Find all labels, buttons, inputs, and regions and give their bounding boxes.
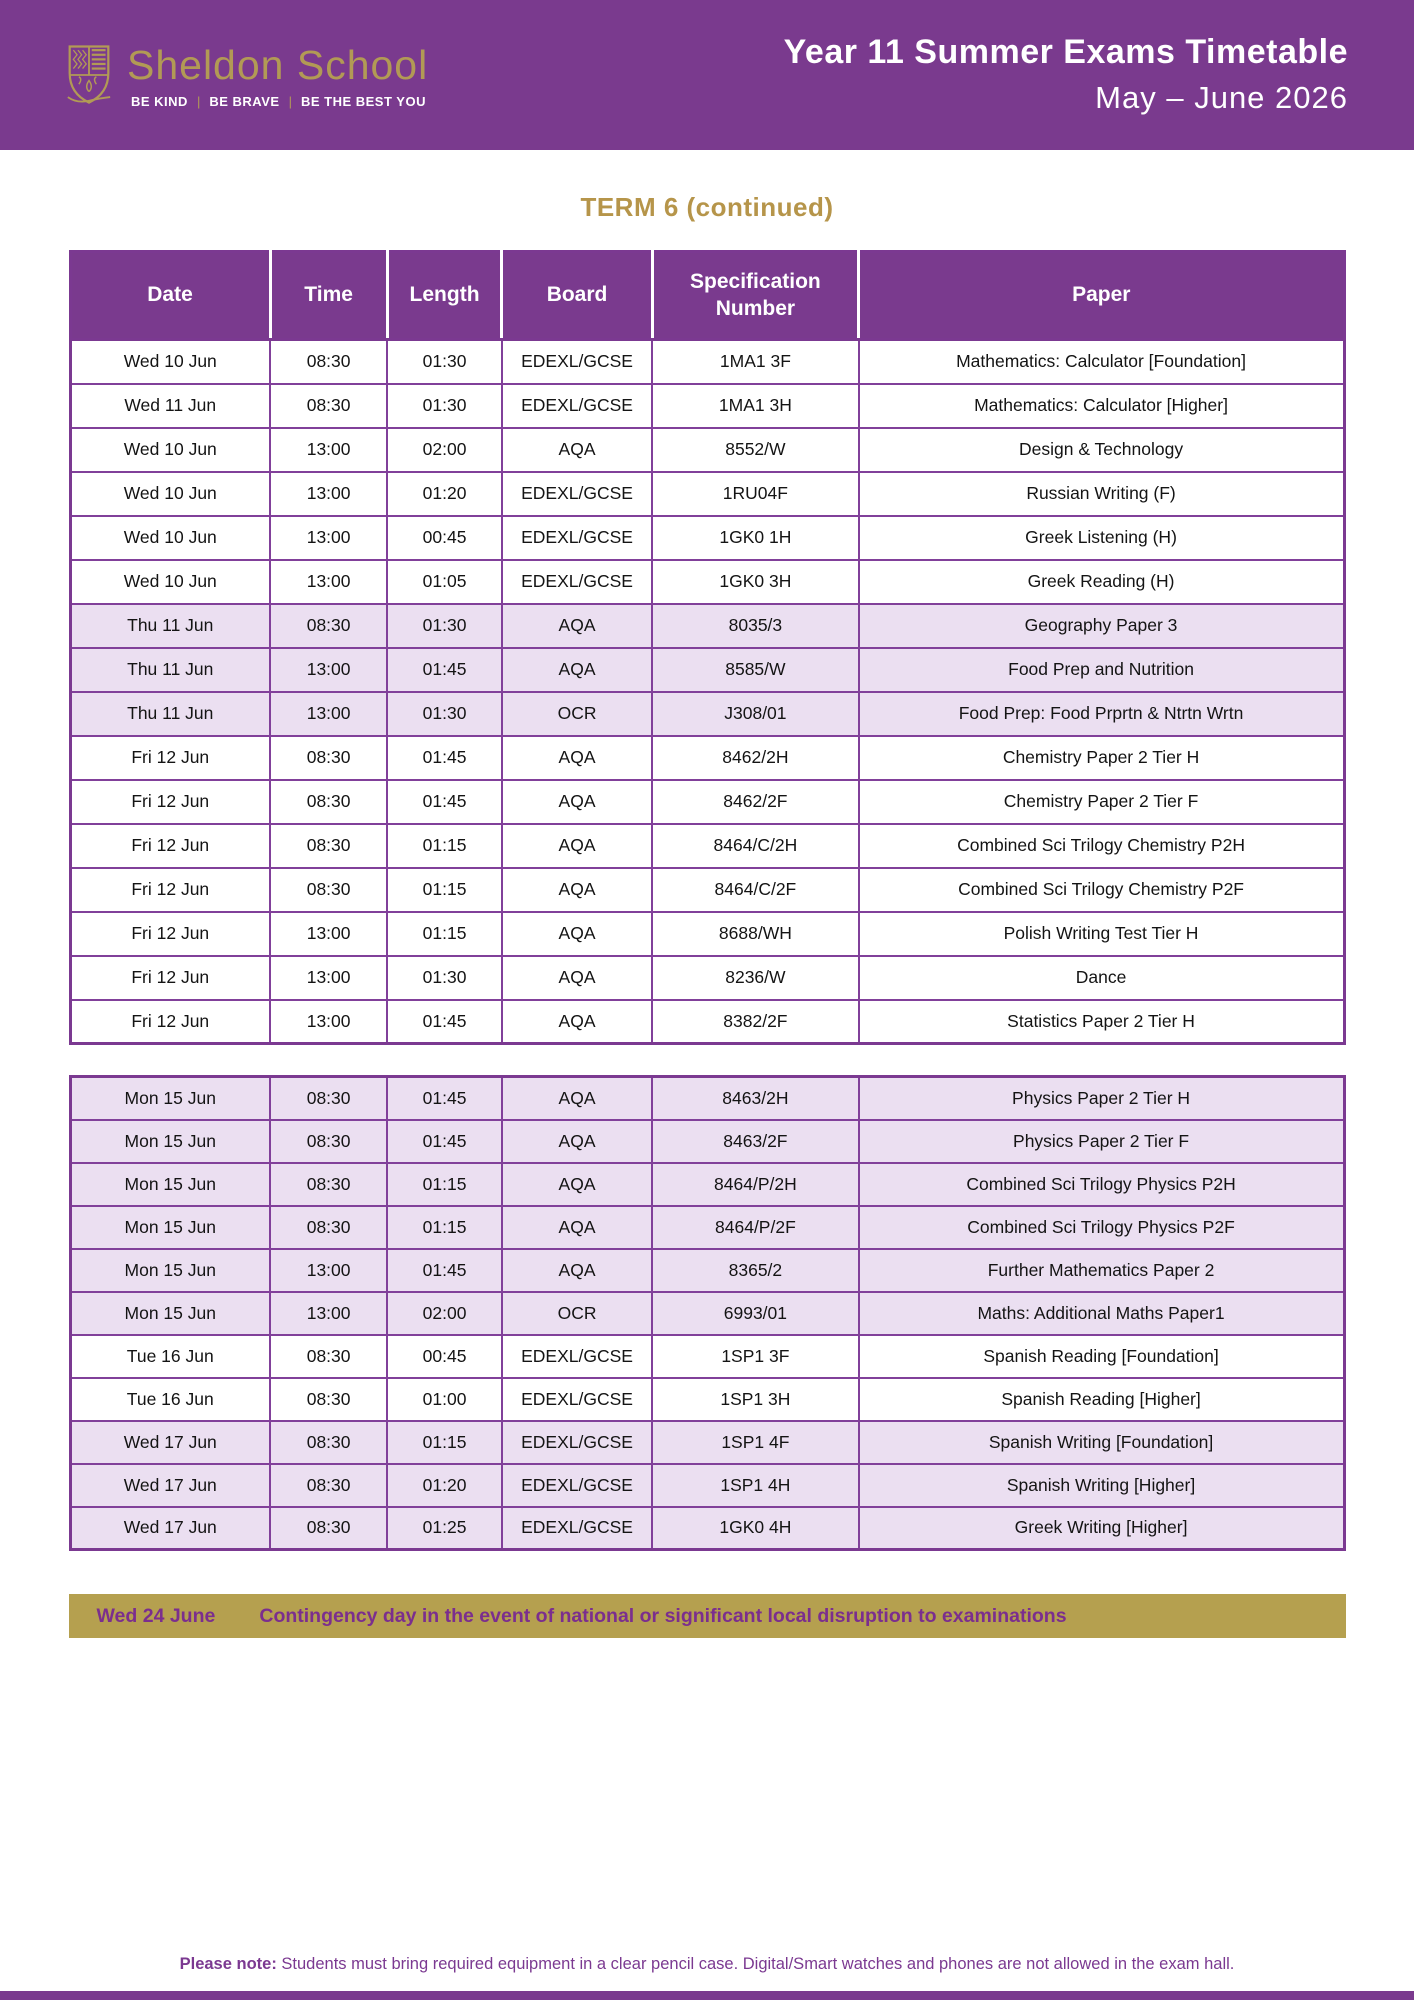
exam-row <box>70 384 1344 428</box>
cell-spec: 1SP1 3F <box>652 1335 858 1378</box>
cell-paper: Maths: Additional Maths Paper1 <box>859 1292 1344 1335</box>
cell-paper: Physics Paper 2 Tier F <box>859 1120 1344 1163</box>
exam-table-body <box>70 340 1344 1044</box>
cell-board: AQA <box>502 604 652 648</box>
cell-length: 01:45 <box>387 1120 502 1163</box>
contingency-text: Contingency day in the event of national or significant local disruption to examinations <box>259 1604 1067 1627</box>
cell-date: Mon 15 Jun <box>70 1120 270 1163</box>
cell-length: 01:45 <box>387 1249 502 1292</box>
cell-board: EDEXL/GCSE <box>502 1335 652 1378</box>
cell-spec: 8382/2F <box>652 1000 858 1044</box>
cell-date: Wed 10 Jun <box>70 340 270 384</box>
cell-spec: 8365/2 <box>652 1249 858 1292</box>
exam-row <box>70 868 1344 912</box>
title-block <box>784 27 1348 116</box>
cell-spec: 1GK0 4H <box>652 1507 858 1550</box>
cell-length: 01:30 <box>387 604 502 648</box>
cell-date: Fri 12 Jun <box>70 868 270 912</box>
cell-paper: Greek Reading (H) <box>859 560 1344 604</box>
cell-board: AQA <box>502 648 652 692</box>
cell-spec: 8464/P/2F <box>652 1206 858 1249</box>
cell-paper: Combined Sci Trilogy Physics P2H <box>859 1163 1344 1206</box>
cell-length: 01:15 <box>387 912 502 956</box>
cell-paper: Combined Sci Trilogy Chemistry P2H <box>859 824 1344 868</box>
exam-row <box>70 1507 1344 1550</box>
exam-row <box>70 1378 1344 1421</box>
cell-length: 01:15 <box>387 824 502 868</box>
footer-note-label: Please note: <box>179 1955 277 1973</box>
cell-spec: 8463/2F <box>652 1120 858 1163</box>
cell-board: EDEXL/GCSE <box>502 384 652 428</box>
contingency-banner <box>69 1594 1346 1638</box>
cell-spec: 1GK0 3H <box>652 560 858 604</box>
cell-time: 08:30 <box>270 1464 387 1507</box>
tagline-separator: | <box>288 93 292 109</box>
cell-length: 01:20 <box>387 1464 502 1507</box>
cell-board: AQA <box>502 1077 652 1120</box>
exam-table-body <box>70 1077 1344 1550</box>
cell-spec: 1SP1 4H <box>652 1464 858 1507</box>
cell-time: 08:30 <box>270 340 387 384</box>
cell-paper: Food Prep and Nutrition <box>859 648 1344 692</box>
cell-board: AQA <box>502 824 652 868</box>
cell-board: AQA <box>502 1163 652 1206</box>
cell-time: 08:30 <box>270 824 387 868</box>
cell-length: 01:45 <box>387 648 502 692</box>
cell-length: 01:15 <box>387 1163 502 1206</box>
exam-row <box>70 1292 1344 1335</box>
cell-time: 08:30 <box>270 384 387 428</box>
cell-date: Mon 15 Jun <box>70 1206 270 1249</box>
cell-time: 13:00 <box>270 472 387 516</box>
cell-time: 13:00 <box>270 956 387 1000</box>
exam-row <box>70 956 1344 1000</box>
exam-row <box>70 692 1344 736</box>
cell-paper: Spanish Writing [Higher] <box>859 1464 1344 1507</box>
contingency-date: Wed 24 June <box>96 1604 216 1627</box>
exam-row <box>70 1077 1344 1120</box>
cell-date: Thu 11 Jun <box>70 604 270 648</box>
cell-spec: 8035/3 <box>652 604 858 648</box>
cell-date: Wed 10 Jun <box>70 560 270 604</box>
page-title: Year 11 Summer Exams Timetable <box>783 32 1348 71</box>
cell-date: Fri 12 Jun <box>70 956 270 1000</box>
cell-spec: 1GK0 1H <box>652 516 858 560</box>
bottom-accent-bar <box>0 1991 1414 2000</box>
cell-time: 13:00 <box>270 648 387 692</box>
cell-length: 02:00 <box>387 428 502 472</box>
school-crest-icon <box>66 43 112 107</box>
tagline-separator: | <box>196 93 201 109</box>
column-header-spec: Specification Number <box>652 252 858 340</box>
cell-paper: Spanish Writing [Foundation] <box>859 1421 1344 1464</box>
exam-row <box>70 1249 1344 1292</box>
cell-time: 13:00 <box>270 516 387 560</box>
cell-paper: Chemistry Paper 2 Tier F <box>859 780 1344 824</box>
exam-row <box>70 604 1344 648</box>
footer-note-text: Students must bring required equipment in a clear pencil case. Digital/Smart watches and phones are not allowed in the exam hall. <box>276 1955 1235 1973</box>
cell-paper: Russian Writing (F) <box>859 472 1344 516</box>
exam-row <box>70 912 1344 956</box>
cell-time: 08:30 <box>270 1163 387 1206</box>
cell-date: Fri 12 Jun <box>70 780 270 824</box>
exam-table-header <box>70 252 1344 340</box>
cell-length: 01:30 <box>387 956 502 1000</box>
cell-time: 13:00 <box>270 1249 387 1292</box>
cell-paper: Physics Paper 2 Tier H <box>859 1077 1344 1120</box>
cell-date: Wed 17 Jun <box>70 1464 270 1507</box>
school-logo <box>66 33 428 108</box>
cell-time: 13:00 <box>270 1000 387 1044</box>
cell-date: Mon 15 Jun <box>70 1163 270 1206</box>
cell-paper: Mathematics: Calculator [Foundation] <box>859 340 1344 384</box>
cell-spec: J308/01 <box>652 692 858 736</box>
exam-row <box>70 472 1344 516</box>
cell-paper: Greek Writing [Higher] <box>859 1507 1344 1550</box>
cell-time: 08:30 <box>270 1120 387 1163</box>
cell-paper: Spanish Reading [Foundation] <box>859 1335 1344 1378</box>
cell-paper: Combined Sci Trilogy Physics P2F <box>859 1206 1344 1249</box>
school-tagline <box>131 94 428 109</box>
cell-paper: Statistics Paper 2 Tier H <box>859 1000 1344 1044</box>
exam-row <box>70 1120 1344 1163</box>
cell-spec: 1SP1 4F <box>652 1421 858 1464</box>
cell-board: AQA <box>502 1249 652 1292</box>
logo-text <box>127 43 428 108</box>
cell-time: 08:30 <box>270 1421 387 1464</box>
cell-length: 01:05 <box>387 560 502 604</box>
cell-paper: Greek Listening (H) <box>859 516 1344 560</box>
cell-time: 13:00 <box>270 692 387 736</box>
cell-spec: 8464/C/2F <box>652 868 858 912</box>
cell-date: Fri 12 Jun <box>70 912 270 956</box>
cell-paper: Design & Technology <box>859 428 1344 472</box>
cell-board: AQA <box>502 956 652 1000</box>
cell-board: AQA <box>502 1206 652 1249</box>
cell-length: 01:15 <box>387 1421 502 1464</box>
cell-spec: 8585/W <box>652 648 858 692</box>
cell-length: 01:45 <box>387 780 502 824</box>
cell-spec: 1RU04F <box>652 472 858 516</box>
cell-length: 01:45 <box>387 1077 502 1120</box>
cell-date: Wed 11 Jun <box>70 384 270 428</box>
exam-row <box>70 1421 1344 1464</box>
cell-time: 08:30 <box>270 1335 387 1378</box>
cell-board: AQA <box>502 912 652 956</box>
tagline-be-brave: BE BRAVE <box>209 93 280 109</box>
cell-date: Mon 15 Jun <box>70 1292 270 1335</box>
tagline-be-kind: BE KIND <box>131 93 188 109</box>
page-header <box>0 0 1414 150</box>
cell-paper: Geography Paper 3 <box>859 604 1344 648</box>
cell-paper: Mathematics: Calculator [Higher] <box>859 384 1344 428</box>
cell-time: 08:30 <box>270 604 387 648</box>
cell-date: Wed 17 Jun <box>70 1507 270 1550</box>
cell-spec: 8464/C/2H <box>652 824 858 868</box>
footer-note <box>0 1955 1414 1974</box>
cell-length: 01:30 <box>387 340 502 384</box>
cell-length: 01:20 <box>387 472 502 516</box>
cell-date: Tue 16 Jun <box>70 1335 270 1378</box>
cell-date: Mon 15 Jun <box>70 1077 270 1120</box>
exam-row <box>70 340 1344 384</box>
cell-length: 01:15 <box>387 868 502 912</box>
cell-length: 01:25 <box>387 1507 502 1550</box>
cell-board: EDEXL/GCSE <box>502 340 652 384</box>
cell-board: EDEXL/GCSE <box>502 1507 652 1550</box>
cell-spec: 8462/2F <box>652 780 858 824</box>
cell-spec: 8552/W <box>652 428 858 472</box>
column-header-date: Date <box>70 252 270 340</box>
column-header-length: Length <box>387 252 502 340</box>
cell-spec: 8464/P/2H <box>652 1163 858 1206</box>
cell-date: Wed 10 Jun <box>70 472 270 516</box>
exam-row <box>70 736 1344 780</box>
cell-date: Fri 12 Jun <box>70 824 270 868</box>
cell-board: EDEXL/GCSE <box>502 560 652 604</box>
cell-time: 08:30 <box>270 736 387 780</box>
term-heading: TERM 6 (continued) <box>580 192 834 222</box>
cell-date: Mon 15 Jun <box>70 1249 270 1292</box>
cell-board: EDEXL/GCSE <box>502 472 652 516</box>
cell-length: 01:30 <box>387 384 502 428</box>
cell-board: EDEXL/GCSE <box>502 1421 652 1464</box>
cell-board: AQA <box>502 868 652 912</box>
exam-row <box>70 428 1344 472</box>
exam-table-week2 <box>69 1075 1346 1551</box>
cell-paper: Food Prep: Food Prprtn & Ntrtn Wrtn <box>859 692 1344 736</box>
cell-board: AQA <box>502 428 652 472</box>
cell-time: 08:30 <box>270 1507 387 1550</box>
exam-row <box>70 1163 1344 1206</box>
cell-time: 13:00 <box>270 428 387 472</box>
cell-time: 08:30 <box>270 868 387 912</box>
cell-time: 08:30 <box>270 780 387 824</box>
cell-time: 13:00 <box>270 1292 387 1335</box>
exam-row <box>70 1335 1344 1378</box>
column-header-paper: Paper <box>859 252 1344 340</box>
page-subtitle: May – June 2026 <box>1095 79 1348 115</box>
cell-length: 00:45 <box>387 1335 502 1378</box>
cell-board: AQA <box>502 736 652 780</box>
column-header-board: Board <box>502 252 652 340</box>
cell-length: 01:00 <box>387 1378 502 1421</box>
cell-board: EDEXL/GCSE <box>502 1464 652 1507</box>
cell-time: 13:00 <box>270 912 387 956</box>
cell-time: 08:30 <box>270 1206 387 1249</box>
cell-time: 13:00 <box>270 560 387 604</box>
cell-length: 01:45 <box>387 1000 502 1044</box>
exam-row <box>70 1000 1344 1044</box>
cell-date: Wed 10 Jun <box>70 516 270 560</box>
cell-spec: 1MA1 3F <box>652 340 858 384</box>
cell-date: Thu 11 Jun <box>70 692 270 736</box>
cell-paper: Chemistry Paper 2 Tier H <box>859 736 1344 780</box>
cell-board: OCR <box>502 1292 652 1335</box>
cell-board: AQA <box>502 1120 652 1163</box>
cell-board: AQA <box>502 1000 652 1044</box>
tagline-be-the-best-you: BE THE BEST YOU <box>300 93 426 109</box>
cell-date: Fri 12 Jun <box>70 1000 270 1044</box>
cell-length: 01:45 <box>387 736 502 780</box>
cell-date: Wed 17 Jun <box>70 1421 270 1464</box>
school-name: Sheldon School <box>127 42 429 89</box>
cell-length: 01:30 <box>387 692 502 736</box>
cell-spec: 8462/2H <box>652 736 858 780</box>
cell-board: EDEXL/GCSE <box>502 1378 652 1421</box>
cell-board: AQA <box>502 780 652 824</box>
column-header-time: Time <box>270 252 387 340</box>
exam-row <box>70 560 1344 604</box>
cell-spec: 1SP1 3H <box>652 1378 858 1421</box>
exam-row <box>70 1206 1344 1249</box>
cell-spec: 1MA1 3H <box>652 384 858 428</box>
exam-row <box>70 516 1344 560</box>
cell-spec: 6993/01 <box>652 1292 858 1335</box>
cell-date: Wed 10 Jun <box>70 428 270 472</box>
cell-board: OCR <box>502 692 652 736</box>
cell-paper: Combined Sci Trilogy Chemistry P2F <box>859 868 1344 912</box>
cell-time: 08:30 <box>270 1378 387 1421</box>
cell-paper: Further Mathematics Paper 2 <box>859 1249 1344 1292</box>
cell-date: Tue 16 Jun <box>70 1378 270 1421</box>
cell-paper: Dance <box>859 956 1344 1000</box>
cell-spec: 8236/W <box>652 956 858 1000</box>
exam-row <box>70 824 1344 868</box>
exam-row <box>70 648 1344 692</box>
cell-spec: 8463/2H <box>652 1077 858 1120</box>
cell-paper: Polish Writing Test Tier H <box>859 912 1344 956</box>
exam-row <box>70 1464 1344 1507</box>
cell-date: Thu 11 Jun <box>70 648 270 692</box>
cell-date: Fri 12 Jun <box>70 736 270 780</box>
cell-spec: 8688/WH <box>652 912 858 956</box>
cell-length: 00:45 <box>387 516 502 560</box>
cell-length: 02:00 <box>387 1292 502 1335</box>
cell-board: EDEXL/GCSE <box>502 516 652 560</box>
cell-paper: Spanish Reading [Higher] <box>859 1378 1344 1421</box>
cell-time: 08:30 <box>270 1077 387 1120</box>
exam-row <box>70 780 1344 824</box>
cell-length: 01:15 <box>387 1206 502 1249</box>
exam-table-week1 <box>69 250 1346 1045</box>
